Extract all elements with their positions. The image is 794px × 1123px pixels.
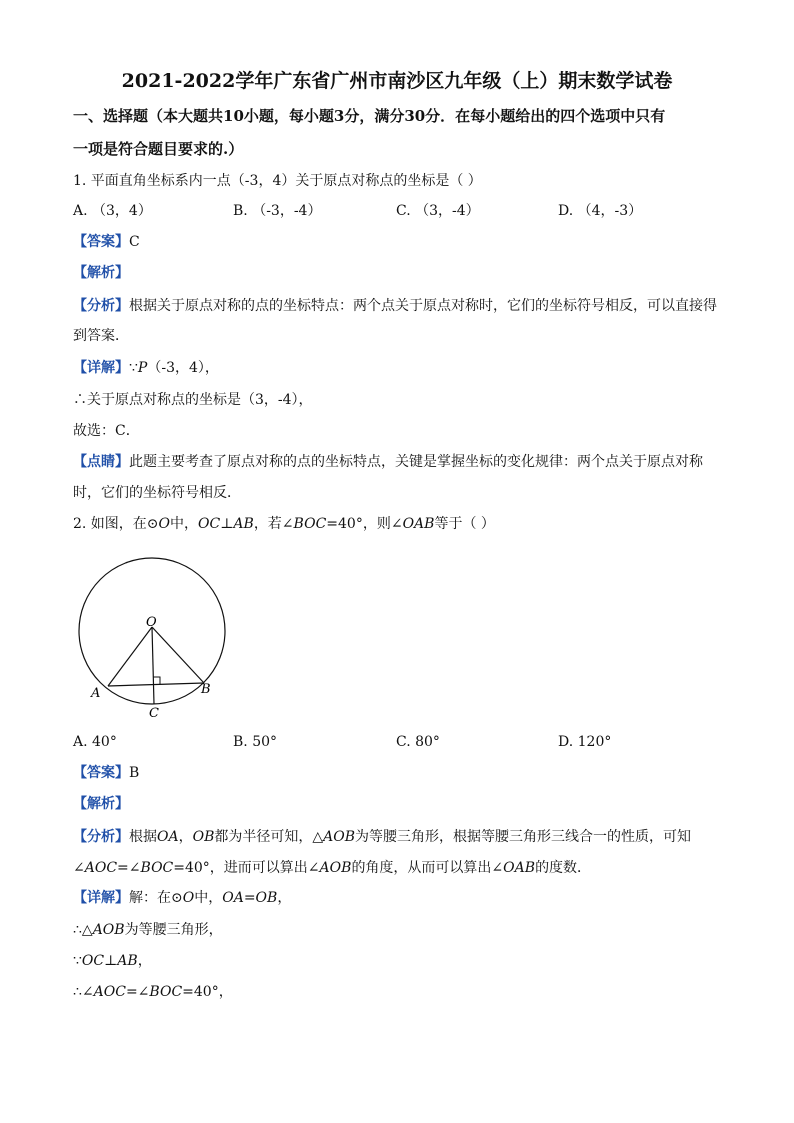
q1-analysis [73,263,129,283]
q2-detail-tag: 【详解】 [73,890,129,906]
q1-detail1-pre: ∵ [129,360,138,376]
q2-detail-var: O [182,890,195,906]
segment-ob [152,627,204,683]
q2-stem-var: AB [233,516,254,532]
q1-detail-line3: 故选：C． [73,423,140,439]
q1-option-b: B. （-3，-4） [233,203,322,219]
q2-detail-part: =40°， [182,984,233,1000]
label-o: O [146,615,157,630]
label-c: C [149,706,159,721]
q2-stem-part: 等于（ ） [434,516,495,532]
q1-comment-tag: 【点睛】 [73,454,129,470]
q2-detail-line4 [73,982,233,1002]
q1-option-a: A. （3，4） [73,203,152,219]
q2-detail-line3 [73,951,152,971]
q2-stem [73,514,495,534]
q2-fenxi-part: 的度数． [535,860,592,876]
q1-answer [73,232,140,252]
q2-fenxi-line2 [73,858,591,878]
q1-detail1-var: P [137,360,148,376]
q2-stem-var: BOC [293,516,327,532]
q2-option-d: D. 120° [558,734,612,750]
q2-detail-line2 [73,920,223,940]
q2-fenxi-part: =∠ [117,860,141,876]
q2-stem-var: OC [198,516,221,532]
q2-stem-part: =40°，则∠ [326,516,403,532]
q2-detail-part: 中， [194,890,223,906]
q2-detail-var: OB [255,890,278,906]
q1-fenxi-tag: 【分析】 [73,298,129,314]
q2-detail-var: AOB [92,922,125,938]
q2-fenxi-part: 都为半径可知，△ [214,829,324,845]
q2-detail-part: 为等腰三角形， [124,922,223,938]
q2-stem-part: ，若∠ [253,516,294,532]
q2-detail-var: AB [117,953,138,969]
q2-option-b: B. 50° [233,734,278,750]
section-heading-line2: 一项是符合题目要求的.） [73,140,244,158]
q2-detail-part: ∴∠ [73,984,94,1000]
q2-fenxi-part: 根据 [129,829,157,845]
q2-answer-value: B [129,765,140,781]
q1-comment-line2: 时，它们的坐标符号相反． [73,485,241,501]
q1-detail-line2: ∴关于原点对称点的坐标是（3，-4）， [73,392,313,408]
q2-detail-var: BOC [149,984,183,1000]
q2-option-c: C. 80° [396,734,440,750]
q2-option-a: A. 40° [73,734,117,750]
label-b: B [201,682,211,697]
q1-fenxi-line1 [73,296,717,316]
q2-answer [73,763,139,783]
circle-diagram [75,552,235,727]
q1-stem: 1. 平面直角坐标系内一点（-3，4）关于原点对称点的坐标是（ ） [73,173,482,189]
segment-oc [152,627,154,704]
q2-fenxi-part: 为等腰三角形，根据等腰三角形三线合一的性质，可知 [355,829,692,845]
q2-stem-var: OAB [402,516,435,532]
q2-fenxi-part: ， [178,829,193,845]
q2-detail-part: ⊥ [104,953,118,969]
q2-fenxi-var: OB [192,829,215,845]
page-title: 2021-2022学年广东省广州市南沙区九年级（上）期末数学试卷 [121,70,673,92]
q1-option-d: D. （4，-3） [558,203,643,219]
q1-fenxi-text1: 根据关于原点对称的点的坐标特点：两个点关于原点对称时，它们的坐标符号相反，可以直接得 [129,298,717,314]
q2-detail-part: ， [137,953,152,969]
q2-stem-part: ⊥ [220,516,234,532]
q1-comment-line1 [73,452,703,472]
q2-fenxi-part: =40°，进而可以算出∠ [173,860,320,876]
q1-detail-tag: 【详解】 [73,360,129,376]
q1-analysis-tag: 【解析】 [73,265,129,281]
q2-fenxi-part: 的角度，从而可以算出∠ [351,860,504,876]
q1-detail-line1 [73,358,219,378]
q2-detail-part: 解：在⊙ [129,890,183,906]
q2-fenxi-var: OA [157,829,179,845]
label-a: A [91,686,101,701]
q1-option-c: C. （3，-4） [396,203,480,219]
q1-answer-tag: 【答案】 [73,234,129,250]
q2-detail-var: OC [81,953,105,969]
q1-fenxi-line2: 到答案． [73,328,129,344]
q1-answer-value: C [129,234,140,250]
chord-ab [108,683,204,686]
q2-answer-tag: 【答案】 [73,765,129,781]
q2-fenxi-var: OAB [503,860,536,876]
q2-stem-part: 2. 如图，在⊙ [73,516,159,532]
right-angle-mark [154,677,161,684]
q2-stem-var: O [158,516,171,532]
section-heading-line1: 一、选择题（本大题共10小题，每小题3分，满分30分．在每小题给出的四个选项中只有 [73,107,666,125]
q2-detail-var: AOC [93,984,126,1000]
q2-detail-part: = [243,890,256,906]
q2-fenxi-var: AOB [319,860,352,876]
q2-fenxi-var: AOC [84,860,118,876]
q2-fenxi-var: AOB [323,829,356,845]
q2-fenxi-part: ∠ [73,860,85,876]
segment-oa [108,627,152,686]
q1-detail1-post: （-3，4）， [147,360,219,376]
q2-detail-part: ∵ [73,953,82,969]
q2-detail-part: =∠ [125,984,150,1000]
q2-analysis [73,794,129,814]
q2-analysis-tag: 【解析】 [73,796,129,812]
q2-stem-part: 中， [170,516,199,532]
q2-detail-var: OA [222,890,244,906]
q2-detail-part: ， [277,890,292,906]
q2-fenxi-var: BOC [140,860,174,876]
q1-comment-text1: 此题主要考查了原点对称的点的坐标特点，关键是掌握坐标的变化规律：两个点关于原点对称 [129,454,703,470]
q2-detail-line1 [73,888,291,908]
q2-detail-part: ∴△ [73,922,93,938]
q2-fenxi-tag: 【分析】 [73,829,129,845]
q2-fenxi-line1 [73,827,691,847]
